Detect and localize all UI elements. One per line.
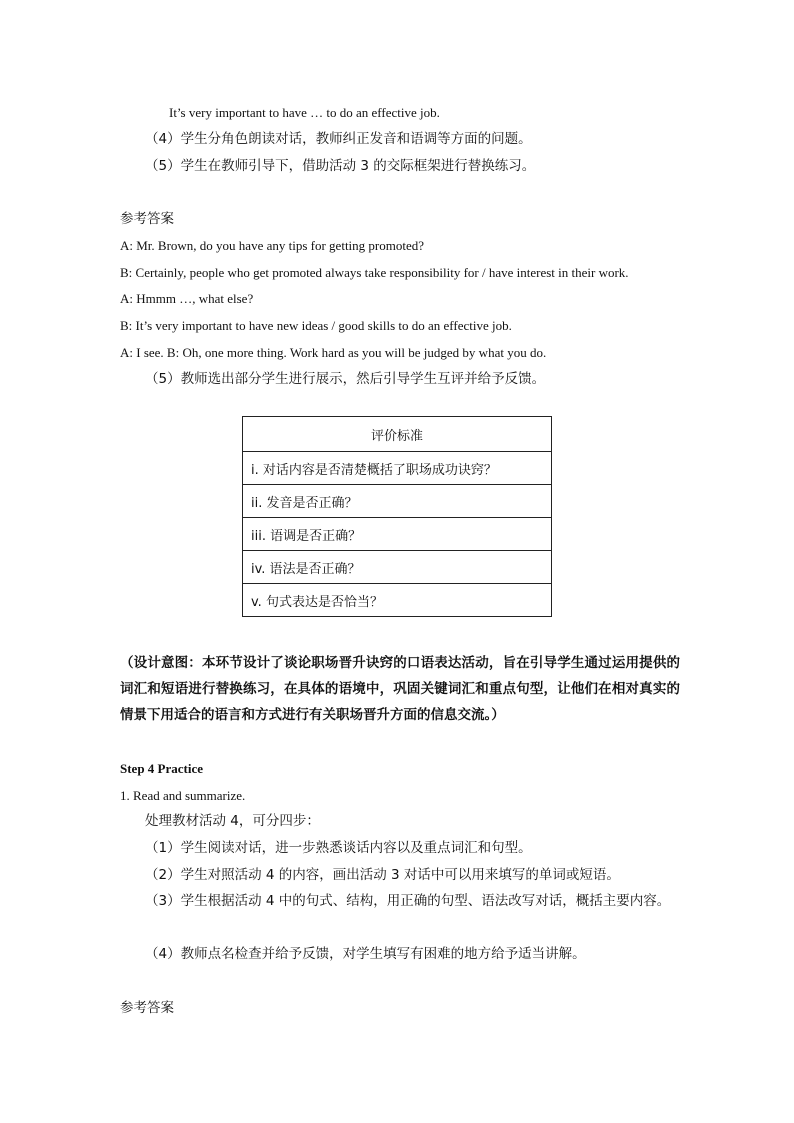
step4-item-3: （3）学生根据活动 4 中的句式、结构，用正确的句型、语法改写对话，概括主要内容。 bbox=[145, 893, 671, 909]
criteria-header: 评价标准 bbox=[243, 417, 552, 452]
step4-item-1: （1）学生阅读对话，进一步熟悉谈话内容以及重点词汇和句型。 bbox=[145, 840, 532, 856]
step-item-5: （5）学生在教师引导下，借助活动 3 的交际框架进行替换练习。 bbox=[145, 158, 536, 174]
dialogue-line: B: Certainly, people who get promoted always take responsibility for / have interest in their work. bbox=[120, 265, 629, 280]
step4-intro: 处理教材活动 4，可分四步： bbox=[145, 813, 320, 829]
intro-sentence: It’s very important to have … to do an effective job. bbox=[169, 105, 440, 120]
design-note: （设计意图：本环节设计了谈论职场晋升诀窍的口语表达活动，旨在引导学生通过运用提供的词汇和短语进行替换练习，在具体的语境中，巩固关键词汇和重点句型，让他们在相对真实的情景下用适合的语言和方式进行有关职场晋升方面的信息交流。） bbox=[120, 655, 680, 723]
step4-item-4: （4）教师点名检查并给予反馈，对学生填写有困难的地方给予适当讲解。 bbox=[145, 946, 586, 962]
answer-heading: 参考答案 bbox=[120, 211, 174, 227]
step4-item-2: （2）学生对照活动 4 的内容，画出活动 3 对话中可以用来填写的单词或短语。 bbox=[145, 867, 620, 883]
dialogue-line: A: Mr. Brown, do you have any tips for getting promoted? bbox=[120, 238, 425, 253]
step4-title: Step 4 Practice bbox=[120, 761, 204, 776]
step-item-4: （4）学生分角色朗读对话，教师纠正发音和语调等方面的问题。 bbox=[145, 131, 532, 147]
dialogue-line: B: It’s very important to have new ideas / good skills to do an effective job. bbox=[120, 318, 512, 333]
criteria-table bbox=[242, 416, 552, 617]
criteria-row: i. 对话内容是否清楚概括了职场成功诀窍？ bbox=[243, 452, 552, 485]
criteria-row: iii. 语调是否正确？ bbox=[243, 518, 552, 551]
dialogue-line: A: Hmmm …, what else? bbox=[120, 291, 254, 306]
answer-heading-2: 参考答案 bbox=[120, 1000, 174, 1016]
criteria-row: iv. 语法是否正确？ bbox=[243, 551, 552, 584]
dialogue-line: A: I see. B: Oh, one more thing. Work hard as you will be judged by what you do. bbox=[120, 345, 547, 360]
teacher-step: （5）教师选出部分学生进行展示，然后引导学生互评并给予反馈。 bbox=[145, 371, 546, 387]
criteria-row: ii. 发音是否正确？ bbox=[243, 485, 552, 518]
step4-subtitle: 1. Read and summarize. bbox=[120, 788, 246, 803]
criteria-row: v. 句式表达是否恰当？ bbox=[243, 584, 552, 617]
